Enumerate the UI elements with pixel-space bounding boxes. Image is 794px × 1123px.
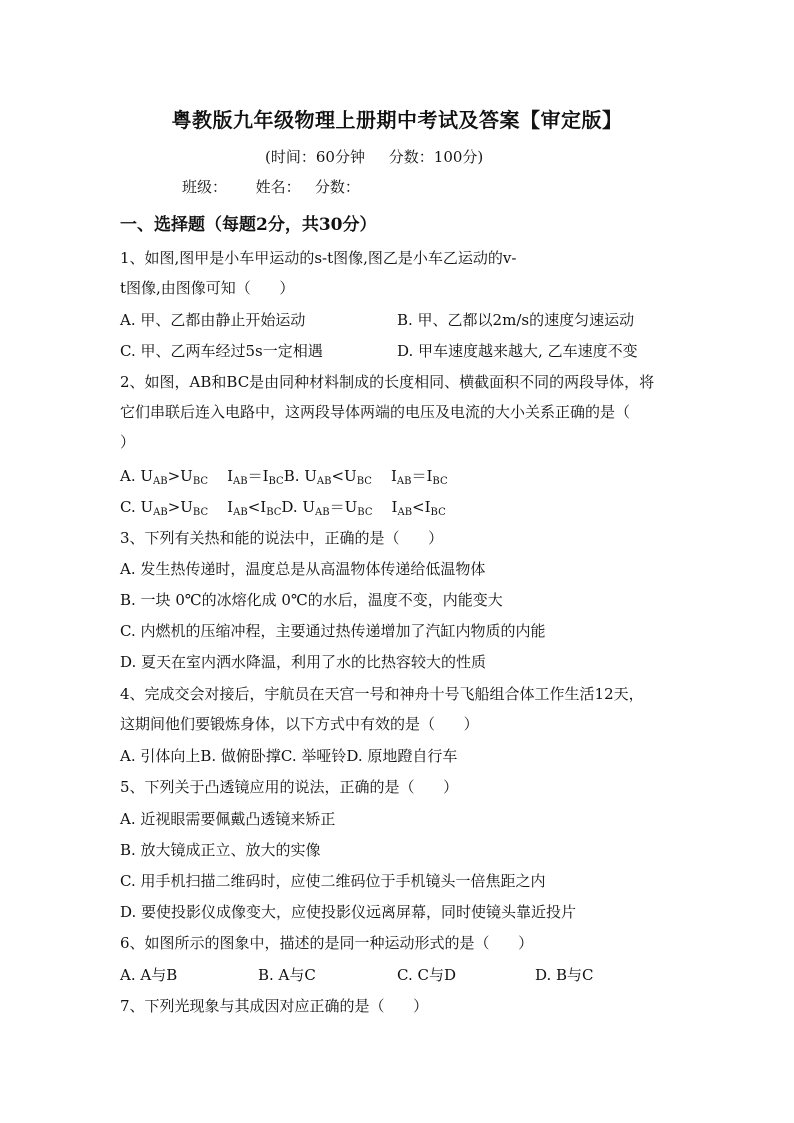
q3-option-c: C. 内燃机的压缩冲程，主要通过热传递增加了汽缸内物质的内能	[120, 622, 546, 640]
q6-option-a: A. A与B	[120, 966, 178, 984]
page-title: 粤教版九年级物理上册期中考试及答案【审定版】	[171, 108, 623, 132]
q1-stem-line1: 1、如图,图甲是小车甲运动的s-t图像,图乙是小车乙运动的v-	[120, 249, 517, 267]
q4-stem-line2: 这期间他们要锻炼身体，以下方式中有效的是（ ）	[120, 715, 479, 733]
q2-stem-line1: 2、如图，AB和BC是由同种材料制成的长度相同、横截面积不同的两段导体，将	[120, 373, 655, 391]
q2-stem-line3: ）	[120, 433, 136, 451]
q1-option-d: D. 甲车速度越来越大, 乙车速度不变	[397, 342, 638, 360]
q4-options: A. 引体向上B. 做俯卧撑C. 举哑铃D. 原地蹬自行车	[120, 747, 458, 765]
q2-options-ab: A. $U_{AB}>U_{BC}$ $I_{AB}=I_{BC}B$. $U_{AB}<U_{BC}$ $I_{AB}=I_{BC}$	[120, 467, 448, 487]
q6-option-b: B. A与C	[258, 966, 316, 984]
q3-option-b: B. 一块 0℃的冰熔化成 0℃的水后，温度不变，内能变大	[120, 591, 503, 609]
q3-stem: 3、下列有关热和能的说法中，正确的是（ ）	[120, 529, 444, 547]
q3-option-d: D. 夏天在室内洒水降温，利用了水的比热容较大的性质	[120, 653, 487, 671]
q5-option-b: B. 放大镜成正立、放大的实像	[120, 841, 321, 859]
q6-option-d: D. B与C	[535, 966, 594, 984]
q5-option-d: D. 要使投影仪成像变大，应使投影仪远离屏幕，同时使镜头靠近投片	[120, 903, 577, 921]
q5-option-a: A. 近视眼需要佩戴凸透镜来矫正	[120, 810, 336, 828]
section-heading: 一、选择题（每题2分，共30分）	[120, 215, 377, 235]
q1-option-a: A. 甲、乙都由静止开始运动	[120, 311, 306, 329]
q1-option-b: B. 甲、乙都以2m/s的速度匀速运动	[397, 311, 635, 329]
q2-stem-line2: 它们串联后连入电路中，这两段导体两端的电压及电流的大小关系正确的是（	[120, 403, 631, 421]
q2-options-cd: C. $U_{AB}>U_{BC}$ $I_{AB}<I_{BC}D$. $U_{AB}=U_{BC}$ $I_{AB}<I_{BC}$	[120, 498, 446, 518]
q1-stem-line2: t图像,由图像可知（ ）	[120, 279, 295, 297]
q5-option-c: C. 用手机扫描二维码时，应使二维码位于手机镜头一倍焦距之内	[120, 872, 546, 890]
exam-time-score: (时间：60分钟 分数：100分)	[265, 148, 484, 166]
q5-stem: 5、下列关于凸透镜应用的说法，正确的是（ ）	[120, 778, 459, 796]
q7-stem: 7、下列光现象与其成因对应正确的是（ ）	[120, 997, 429, 1015]
q6-stem: 6、如图所示的图象中，描述的是同一种运动形式的是（ ）	[120, 934, 534, 952]
q3-option-a: A. 发生热传递时，温度总是从高温物体传递给低温物体	[120, 560, 486, 578]
q1-option-c: C. 甲、乙两车经过5s一定相遇	[120, 342, 323, 360]
student-info-line: 班级： 姓名： 分数：	[182, 178, 360, 196]
q4-stem-line1: 4、完成交会对接后，宇航员在天宫一号和神舟十号飞船组合体工作生活12天，	[120, 685, 644, 703]
q6-option-c: C. C与D	[397, 966, 456, 984]
